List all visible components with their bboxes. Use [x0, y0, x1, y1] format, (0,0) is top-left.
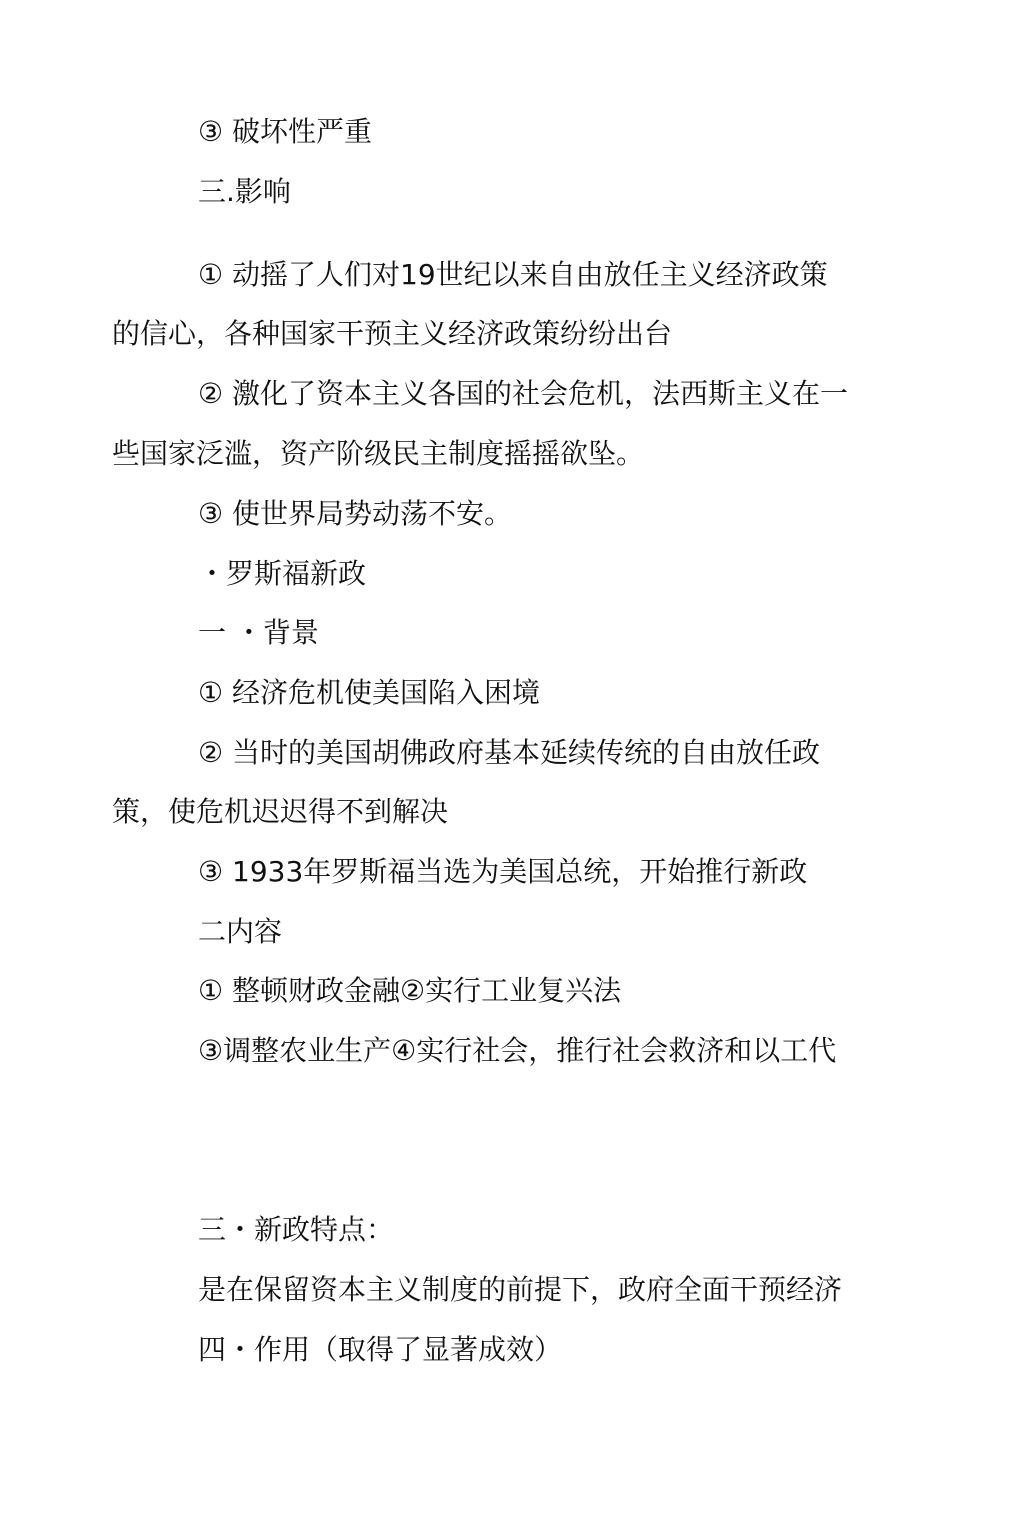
- list-item-destructiveness: ③ 破坏性严重: [198, 115, 373, 148]
- paragraph-line: ① 动摇了人们对19世纪以来自由放任主义经济政策: [198, 258, 828, 291]
- section-heading-effect: 四・作用（取得了显著成效）: [198, 1333, 563, 1366]
- paragraph-line: ③ 1933年罗斯福当选为美国总统，开始推行新政: [198, 855, 808, 888]
- paragraph-line: ① 经济危机使美国陷入困境: [198, 676, 541, 709]
- section-heading-impact: 三.影响: [198, 175, 291, 208]
- paragraph-line: ③调整农业生产④实行社会，推行社会救济和以工代: [198, 1034, 837, 1067]
- paragraph-line: 的信心，各种国家干预主义经济政策纷纷出台: [112, 317, 673, 350]
- section-heading-features: 三・新政特点：: [198, 1213, 395, 1246]
- section-heading-background: 一 ・背景: [198, 616, 319, 649]
- paragraph-line: ① 整顿财政金融②实行工业复兴法: [198, 974, 622, 1007]
- paragraph-line: 些国家泛滥，资产阶级民主制度摇摇欲坠。: [112, 437, 645, 470]
- paragraph-line: ③ 使世界局势动荡不安。: [198, 497, 513, 530]
- paragraph-line: 策，使危机迟迟得不到解决: [112, 795, 449, 828]
- paragraph-line: ② 激化了资本主义各国的社会危机，法西斯主义在一: [198, 377, 849, 410]
- paragraph-line: ② 当时的美国胡佛政府基本延续传统的自由放任政: [198, 736, 821, 769]
- section-heading-new-deal: ・罗斯福新政: [198, 557, 367, 590]
- section-heading-content: 二内容: [198, 915, 283, 948]
- paragraph-line: 是在保留资本主义制度的前提下，政府全面干预经济: [198, 1273, 843, 1306]
